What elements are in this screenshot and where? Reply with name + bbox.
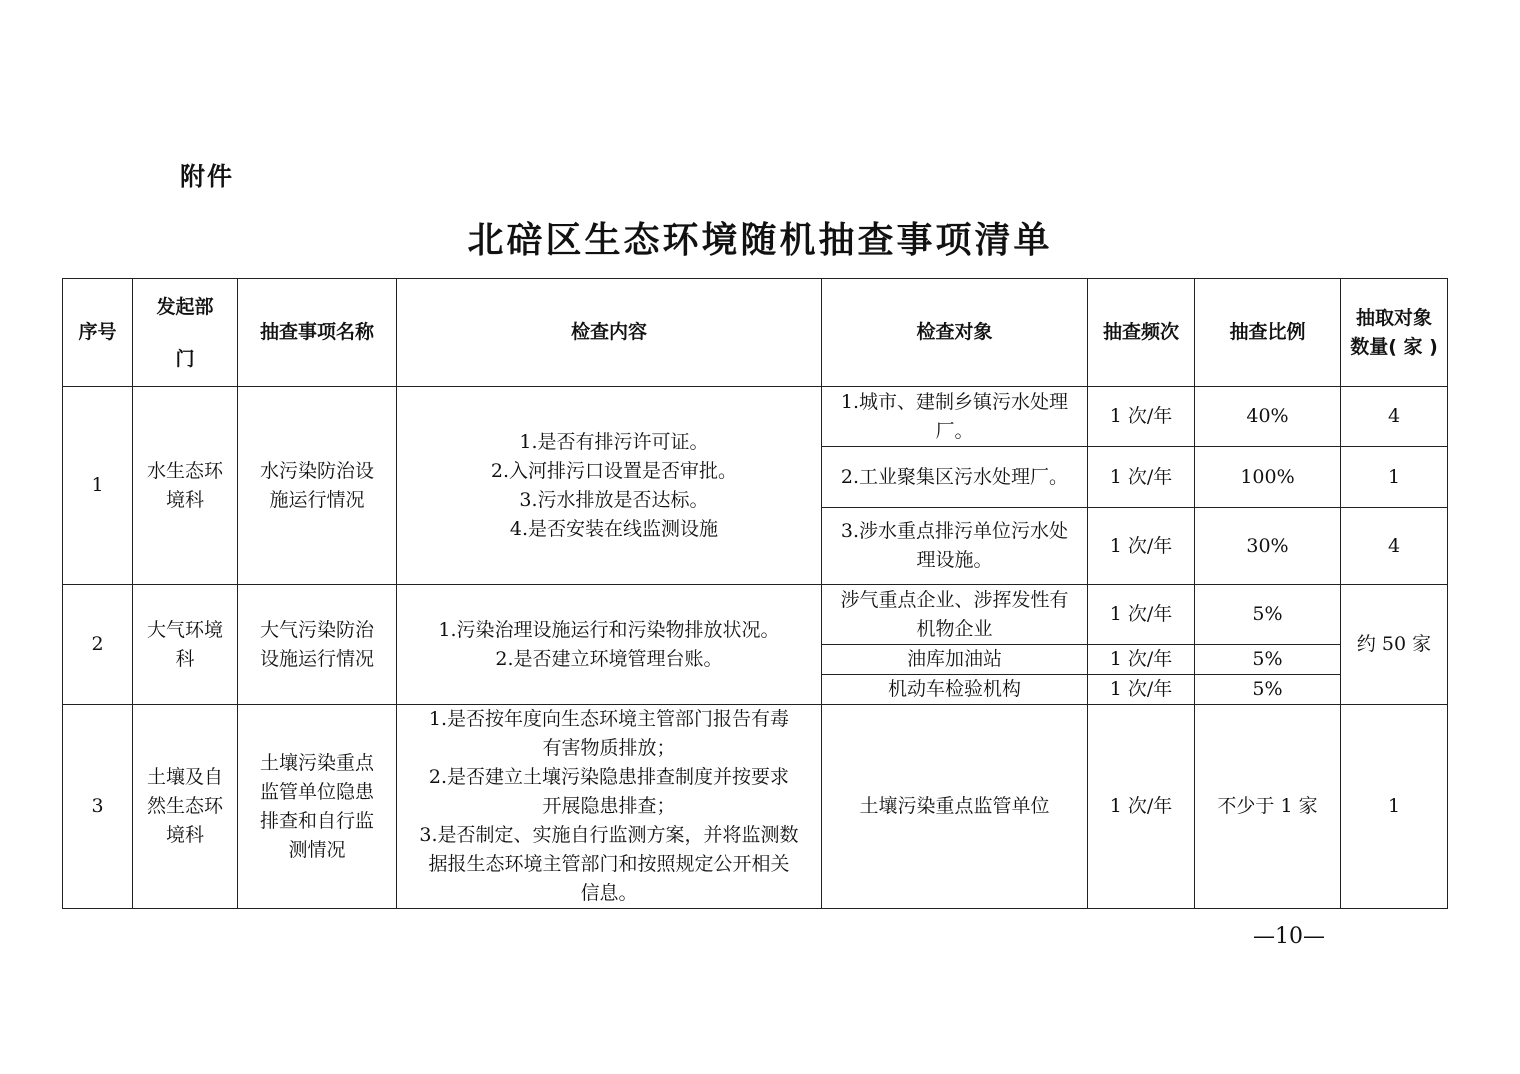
row-target: 2.工业聚集区污水处理厂。 bbox=[822, 447, 1088, 508]
row-ratio: 不少于 1 家 bbox=[1195, 705, 1341, 909]
inspection-table bbox=[62, 278, 1448, 909]
header-row bbox=[63, 279, 1448, 387]
row-ratio: 5% bbox=[1195, 675, 1341, 705]
col-header-ratio: 抽查比例 bbox=[1195, 279, 1341, 387]
table-row bbox=[63, 387, 1448, 447]
attachment-label: 附件 bbox=[180, 162, 235, 191]
page-number: —10— bbox=[1253, 924, 1325, 949]
row-dept: 水生态环 境科 bbox=[133, 387, 238, 585]
row-freq: 1 次/年 bbox=[1088, 585, 1195, 645]
row-dept: 大气环境 科 bbox=[133, 585, 238, 705]
col-header-freq: 抽查频次 bbox=[1088, 279, 1195, 387]
row-content: 1.是否有排污许可证。 2.入河排污口设置是否审批。 3.污水排放是否达标。 4.是否安装在线监测设施 bbox=[397, 387, 822, 585]
row-count: 4 bbox=[1341, 387, 1448, 447]
row-ratio: 5% bbox=[1195, 585, 1341, 645]
row-target: 涉气重点企业、涉挥发性有 机物企业 bbox=[822, 585, 1088, 645]
page-title: 北碚区生态环境随机抽查事项清单 bbox=[467, 220, 1053, 261]
row-ratio: 40% bbox=[1195, 387, 1341, 447]
col-header-count: 抽取对象 数量( 家 ) bbox=[1341, 279, 1448, 387]
row-freq: 1 次/年 bbox=[1088, 447, 1195, 508]
col-header-content: 检查内容 bbox=[397, 279, 822, 387]
row-freq: 1 次/年 bbox=[1088, 705, 1195, 909]
row-dept: 土壤及自 然生态环 境科 bbox=[133, 705, 238, 909]
row-freq: 1 次/年 bbox=[1088, 387, 1195, 447]
row-item: 大气污染防治 设施运行情况 bbox=[238, 585, 397, 705]
row-no: 3 bbox=[63, 705, 133, 909]
row-no: 2 bbox=[63, 585, 133, 705]
row-count: 4 bbox=[1341, 508, 1448, 585]
table-row bbox=[63, 585, 1448, 645]
row-content: 1.是否按年度向生态环境主管部门报告有毒 有害物质排放； 2.是否建立土壤污染隐患排查制度并按要求 开展隐患排查； 3.是否制定、实施自行监测方案，并将监测数 据报生态环境主管部门和按照规定公开相关 信息。 bbox=[397, 705, 822, 909]
row-item: 水污染防治设 施运行情况 bbox=[238, 387, 397, 585]
row-item: 土壤污染重点 监管单位隐患 排查和自行监 测情况 bbox=[238, 705, 397, 909]
row-count: 1 bbox=[1341, 447, 1448, 508]
col-header-item: 抽查事项名称 bbox=[238, 279, 397, 387]
row-target: 油库加油站 bbox=[822, 645, 1088, 675]
row-ratio: 5% bbox=[1195, 645, 1341, 675]
row-target: 3.涉水重点排污单位污水处 理设施。 bbox=[822, 508, 1088, 585]
row-count: 1 bbox=[1341, 705, 1448, 909]
row-target: 1.城市、建制乡镇污水处理 厂。 bbox=[822, 387, 1088, 447]
row-ratio: 30% bbox=[1195, 508, 1341, 585]
row-no: 1 bbox=[63, 387, 133, 585]
col-header-dept: 发起部 门 bbox=[133, 279, 238, 387]
col-header-target: 检查对象 bbox=[822, 279, 1088, 387]
col-header-no: 序号 bbox=[63, 279, 133, 387]
row-freq: 1 次/年 bbox=[1088, 508, 1195, 585]
row-freq: 1 次/年 bbox=[1088, 645, 1195, 675]
row-target: 机动车检验机构 bbox=[822, 675, 1088, 705]
row-content: 1.污染治理设施运行和污染物排放状况。 2.是否建立环境管理台账。 bbox=[397, 585, 822, 705]
row-freq: 1 次/年 bbox=[1088, 675, 1195, 705]
table-row bbox=[63, 705, 1448, 909]
row-target: 土壤污染重点监管单位 bbox=[822, 705, 1088, 909]
row-count: 约 50 家 bbox=[1341, 585, 1448, 705]
row-ratio: 100% bbox=[1195, 447, 1341, 508]
